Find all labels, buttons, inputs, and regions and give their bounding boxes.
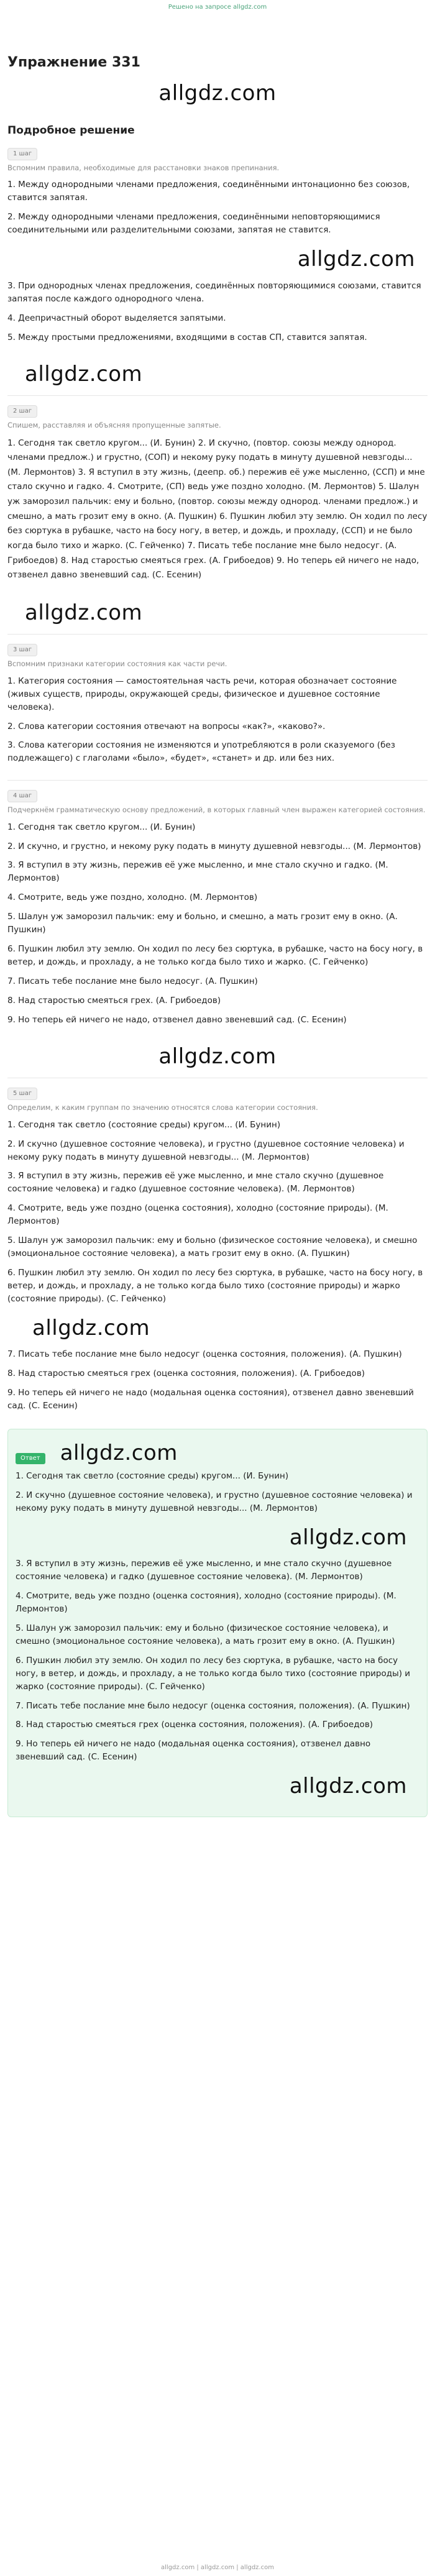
step-paragraph: 5. Шалун уж заморозил пальчик: ему и больно (физическое состояние человека), и смешно (эмоциональное состояние человека), а мать грозит ему в окно. (А. Пушкин)	[7, 1235, 418, 1259]
watermark: allgdz.com	[289, 1524, 407, 1550]
step-paragraph: 1. Сегодня так светло кругом... (И. Бунин)	[7, 822, 196, 832]
section-title: Подробное решение	[7, 124, 135, 137]
answer-badge: Ответ	[16, 1453, 45, 1464]
watermark: allgdz.com	[60, 1441, 178, 1466]
step-paragraph: 9. Но теперь ей ничего не надо (модальная оценка состояния), отзвенел давно звеневший сад. (С. Есенин)	[7, 1388, 414, 1411]
step-hint: Вспомним правила, необходимые для расстановки знаков препинания.	[7, 163, 280, 172]
step-paragraph: 1. Сегодня так светло кругом... (И. Бунин) 2. И скучно, (повтор. союзы между однород. членами предлож.) и грустно, (СОП) и некому руку подать в минуту душевной невзгоды... (М. Лермонтов) 3. Я вступил в эту жизнь, (деепр. об.) пережив её уже мысленно, (ССП) и мне стало скучно и гадко. 4. Смотрите, (СП) ведь уже поздно холодно. (М. Лермонтов) 5. Шалун уж заморозил пальчик: ему и больно, (повтор. союзы между однород. членами предлож.) и смешно, а мать грозит ему в окно. (А. Пушкин) 6. Пушкин любил эту землю. Он ходил по лесу без сюртука в рубашке, часто на босу ногу, в ветер, и дождь, и прохладу, (ССП) и не было когда было тихо и жарко. (С. Гейченко) 7. Писать тебе послание мне было недосуг. (А. Грибоедов) 8. Над старостью смеяться грех. (А. Грибоедов) 9. Но теперь ей ничего не надо, отзвенел давно звеневший сад. (С. Есенин)	[7, 438, 428, 580]
step-4	[7, 786, 428, 1036]
step-paragraph: 1. Между однородными членами предложения, соединёнными интонационно без союзов, ставится запятая.	[7, 180, 410, 203]
step-paragraph: 8. Над старостью смеяться грех. (А. Грибоедов)	[7, 995, 221, 1006]
watermark: allgdz.com	[297, 247, 415, 272]
watermark: allgdz.com	[25, 600, 143, 625]
watermark: allgdz.com	[158, 81, 277, 106]
step-paragraph: 2. Между однородными членами предложения, соединёнными неповторяющимися соединительными или разделительными союзами, запятая не ставится.	[7, 212, 380, 236]
step-paragraph: 4. Деепричастный оборот выделяется запятыми.	[7, 313, 226, 323]
step-hint: Подчеркнём грамматическую основу предложений, в которых главный член выражен категорией состояния.	[7, 805, 426, 814]
step-paragraph: 5. Между простыми предложениями, входящими в состав СП, ставится запятая.	[7, 332, 367, 342]
answer-paragraph: 4. Смотрите, ведь уже поздно (оценка состояния), холодно (состояние природы). (М. Лермонтов)	[16, 1591, 396, 1614]
step-paragraph: 2. Слова категории состояния отвечают на вопросы «как?», «каково?».	[7, 721, 326, 731]
step-paragraph: 7. Писать тебе послание мне было недосуг (оценка состояния, положения). (А. Пушкин)	[7, 1349, 402, 1360]
answer-paragraph: 6. Пушкин любил эту землю. Он ходил по лесу без сюртука, в рубашке, часто на босу ногу, в ветер, и дождь, и прохладу, а не только когда было тихо (состояние природы) и жарко (состояние природы). (С. Гейченко)	[16, 1655, 411, 1692]
step-badge: 3 шаг	[7, 644, 37, 656]
footer: allgdz.com | allgdz.com | allgdz.com	[161, 2564, 274, 2571]
answer-paragraph: 3. Я вступил в эту жизнь, пережив её уже мысленно, и мне стало скучно (душевное состояние человека) и гадко (душевное состояние человека). (М. Лермонтов)	[16, 1559, 392, 1582]
watermark: allgdz.com	[32, 1315, 150, 1341]
answer-paragraph: 2. И скучно (душевное состояние человека), и грустно (душевное состояние человека) и некому руку подать в минуту душевной невзгоды... (М. Лермонтов)	[16, 1490, 413, 1513]
divider	[7, 395, 428, 396]
divider	[7, 634, 428, 635]
watermark: allgdz.com	[158, 1043, 277, 1069]
step-badge: 1 шаг	[7, 148, 37, 160]
step-2	[7, 401, 428, 593]
step-paragraph: 1. Категория состояния — самостоятельная часть речи, которая обозначает состояние (живых существ, природы, окружающей среды, физическое и душевное состояние человека).	[7, 676, 397, 712]
top-note: Решено на запросе allgdz.com	[168, 4, 267, 11]
step-badge: 5 шаг	[7, 1088, 37, 1100]
answer-paragraph: 9. Но теперь ей ничего не надо (модальная оценка состояния), отзвенел давно звеневший сад. (С. Есенин)	[16, 1739, 371, 1762]
step-hint: Определим, к каким группам по значению относятся слова категории состояния.	[7, 1102, 318, 1112]
step-paragraph: 8. Над старостью смеяться грех (оценка состояния, положения). (А. Грибоедов)	[7, 1368, 365, 1379]
step-paragraph: 9. Но теперь ей ничего не надо, отзвенел давно звеневший сад. (С. Есенин)	[7, 1014, 347, 1025]
answer-paragraph: 8. Над старостью смеяться грех (оценка состояния, положения). (А. Грибоедов)	[16, 1720, 373, 1730]
step-hint: Вспомним признаки категории состояния как части речи.	[7, 659, 227, 668]
answer-paragraph: 7. Писать тебе послание мне было недосуг (оценка состояния, положения). (А. Пушкин)	[16, 1700, 410, 1711]
step-badge: 4 шаг	[7, 790, 37, 802]
step-paragraph: 4. Смотрите, ведь уже поздно (оценка состояния), холодно (состояние природы). (М. Лермонтов)	[7, 1203, 388, 1227]
step-paragraph: 3. Слова категории состояния не изменяются и употребляются в роли сказуемого (без подлежащего) с глаголами «было», «будет», «станет» и др. или без них.	[7, 740, 395, 764]
step-paragraph: 3. Я вступил в эту жизнь, пережив её уже мысленно, и мне стало скучно и гадко. (М. Лермонтов)	[7, 860, 388, 884]
step-paragraph: 7. Писать тебе послание мне было недосуг. (А. Пушкин)	[7, 976, 258, 986]
answer-paragraph: 1. Сегодня так светло (состояние среды) кругом... (И. Бунин)	[16, 1470, 289, 1481]
answer-paragraph: 5. Шалун уж заморозил пальчик: ему и больно (физическое состояние человека), и смешно (эмоциональное состояние человека), а мать грозит ему в окно. (А. Пушкин)	[16, 1623, 395, 1646]
step-3	[7, 639, 428, 775]
step-paragraph: 2. И скучно (душевное состояние человека), и грустно (душевное состояние человека) и некому руку подать в минуту душевной невзгоды... (М. Лермонтов)	[7, 1139, 405, 1162]
watermark: allgdz.com	[289, 1774, 407, 1799]
step-5	[7, 1083, 428, 1423]
step-paragraph: 3. Я вступил в эту жизнь, пережив её уже мысленно, и мне стало скучно (душевное состояние человека) и гадко (душевное состояние человека). (М. Лермонтов)	[7, 1171, 384, 1194]
step-paragraph: 3. При однородных членах предложения, соединённых повторяющимися союзами, ставится запятая после каждого однородного члена.	[7, 280, 421, 304]
divider	[7, 780, 428, 781]
step-1	[7, 144, 428, 354]
step-paragraph: 2. И скучно, и грустно, и некому руку подать в минуту душевной невзгоды... (М. Лермонтов)	[7, 841, 421, 851]
step-paragraph: 6. Пушкин любил эту землю. Он ходил по лесу без сюртука, в рубашке, часто на босу ногу, в ветер, и дождь, и прохладу, а не только когда было тихо (состояние природы) и жарко (состояние природы). (С. Гейченко)	[7, 1267, 423, 1304]
step-paragraph: 1. Сегодня так светло (состояние среды) кругом... (И. Бунин)	[7, 1119, 281, 1130]
watermark: allgdz.com	[25, 361, 143, 387]
step-paragraph: 4. Смотрите, ведь уже поздно, холодно. (М. Лермонтов)	[7, 892, 258, 903]
step-paragraph: 5. Шалун уж заморозил пальчик: ему и больно, и смешно, а мать грозит ему в окно. (А. Пушкин)	[7, 912, 398, 935]
step-badge: 2 шаг	[7, 405, 37, 418]
answer-box	[7, 1429, 428, 1817]
step-hint: Спишем, расставляя и объясняя пропущенные запятые.	[7, 420, 221, 429]
page-title: Упражнение 331	[7, 55, 140, 70]
step-paragraph: 6. Пушкин любил эту землю. Он ходил по лесу без сюртука, в рубашке, часто на босу ногу, в ветер, и дождь, и прохладу, а не только когда было тихо и жарко. (С. Гейченко)	[7, 944, 423, 967]
